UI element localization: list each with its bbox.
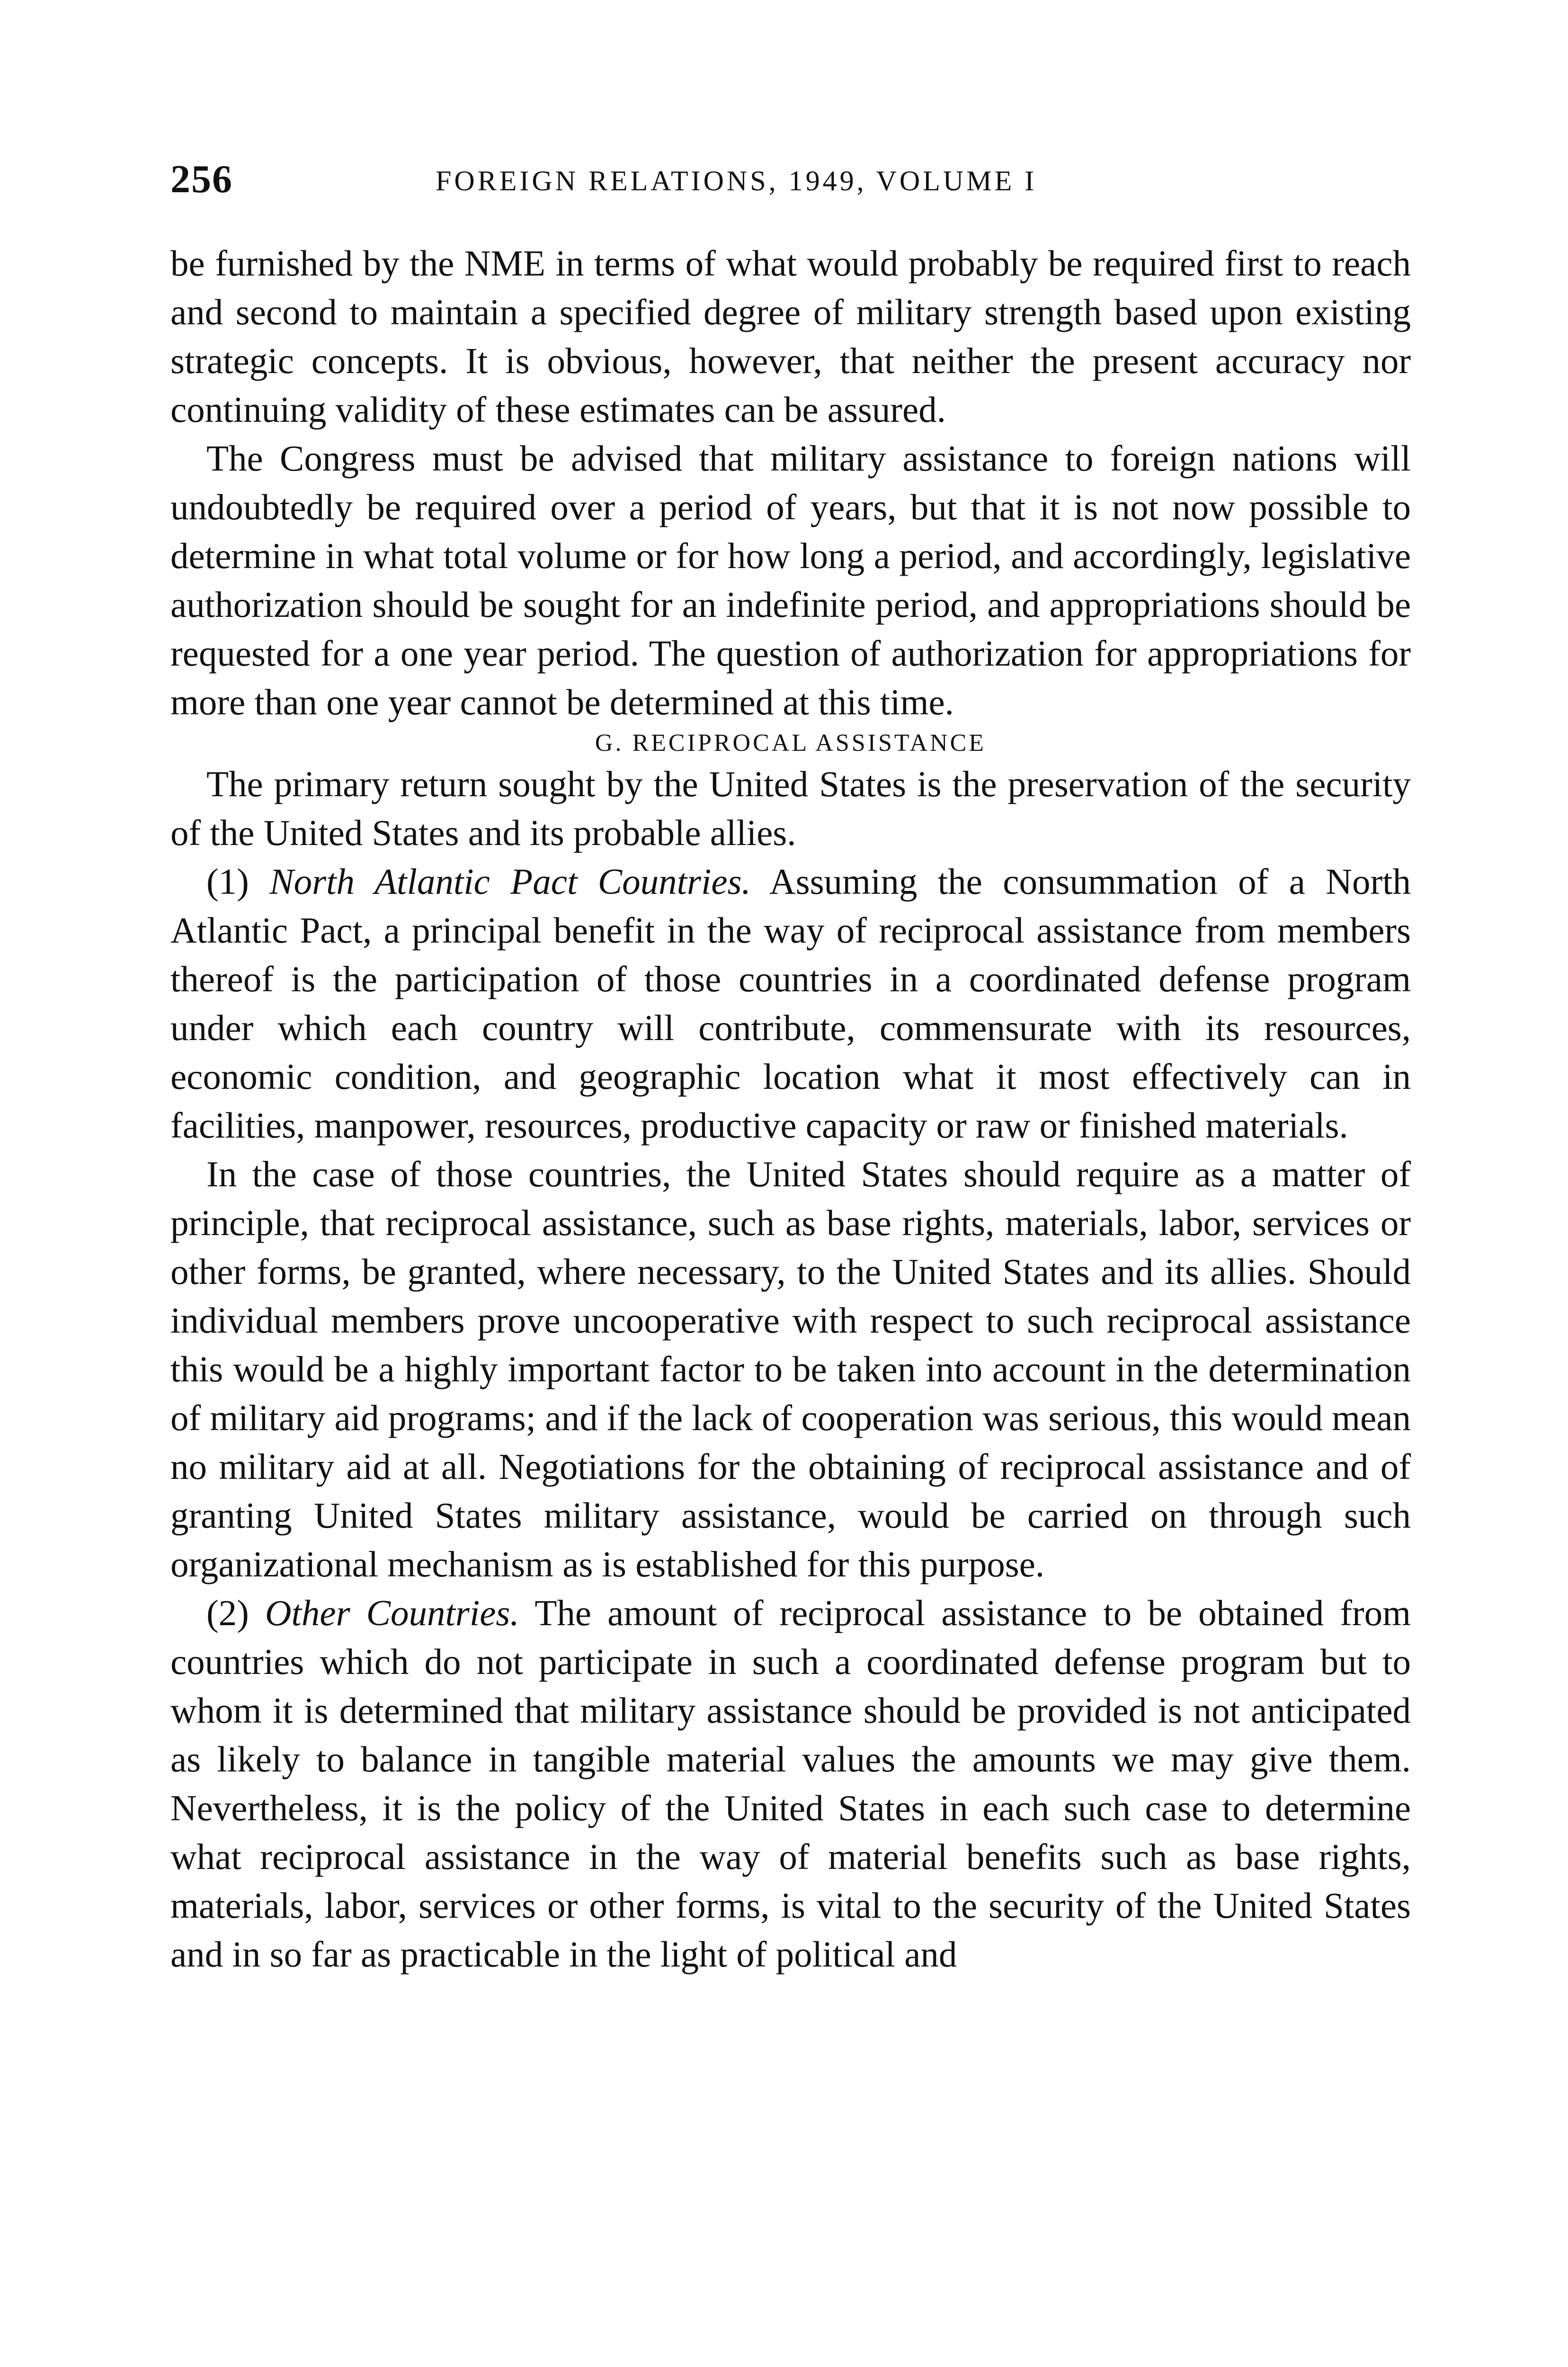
subhead-other-countries: Other Countries. bbox=[265, 1593, 519, 1633]
running-head: FOREIGN RELATIONS, 1949, VOLUME I bbox=[436, 165, 1037, 196]
paragraph-continued: be furnished by the NME in terms of what would probably be required first to reach and second to maintain a specified degree of military strength based upon existing strategic concepts. It is obvious, however, that neither the present accuracy nor continuing validity of these estimates can be assured. bbox=[170, 243, 1411, 430]
page-number: 256 bbox=[170, 157, 233, 201]
page-header bbox=[170, 156, 1411, 208]
paragraph-text: Assuming the consummation of a North Atlantic Pact, a principal benefit in the way of reciprocal assistance from members thereof is the participation of those countries in a coordinated defense program under which each country will contribute, commensurate with its resources, economic condition, and geographic location what it most effectively can in facilities, manpower, resources, productive capacity or raw or finished materials. bbox=[170, 861, 1411, 1146]
paragraph-case-of-countries: In the case of those countries, the United States should require as a matter of principle, that reciprocal assistance, such as base rights, materials, labor, services or other forms, be granted, where necessary, to the United States and its allies. Should individual members prove uncooperative with respect to such reciprocal assistance this would be a highly important factor to be taken into account in the determination of military aid programs; and if the lack of cooperation was serious, this would mean no military aid at all. Negotiations for the obtaining of reciprocal assistance and of granting United States military assistance, would be carried on through such organizational mechanism as is established for this purpose. bbox=[170, 1154, 1411, 1584]
subhead-north-atlantic: North Atlantic Pact Countries. bbox=[269, 861, 751, 902]
paragraph-congress: The Congress must be advised that military assistance to foreign nations will undoubtedly be required over a period of years, but that it is not now possible to determine in what total volume or for how long a period, and accordingly, legislative authorization should be sought for an indefinite period, and appropriations should be requested for a one year period. The question of authorization for appropriations for more than one year cannot be determined at this time. bbox=[170, 438, 1411, 722]
item-number: (2) bbox=[206, 1593, 249, 1633]
body-text bbox=[170, 239, 1411, 1979]
paragraph-text: The amount of reciprocal assistance to be obtained from countries which do not participate in such a coordinated defense program but to whom it is determined that military assistance should be provided is not anticipated as likely to balance in tangible material values the amounts we may give them. Nevertheless, it is the policy of the United States in each such case to determine what reciprocal assistance in the way of material benefits such as base rights, materials, labor, services or other forms, is vital to the security of the United States and in so far as practicable in the light of political and bbox=[170, 1593, 1411, 1975]
item-number: (1) bbox=[206, 861, 249, 902]
paragraph-other-countries bbox=[170, 1589, 1411, 1979]
paragraph-primary-return: The primary return sought by the United States is the preservation of the security of the United States and its probable allies. bbox=[170, 764, 1411, 853]
document-page bbox=[170, 0, 1411, 2367]
paragraph-north-atlantic bbox=[170, 857, 1411, 1150]
section-heading: G. RECIPROCAL ASSISTANCE bbox=[595, 730, 987, 756]
